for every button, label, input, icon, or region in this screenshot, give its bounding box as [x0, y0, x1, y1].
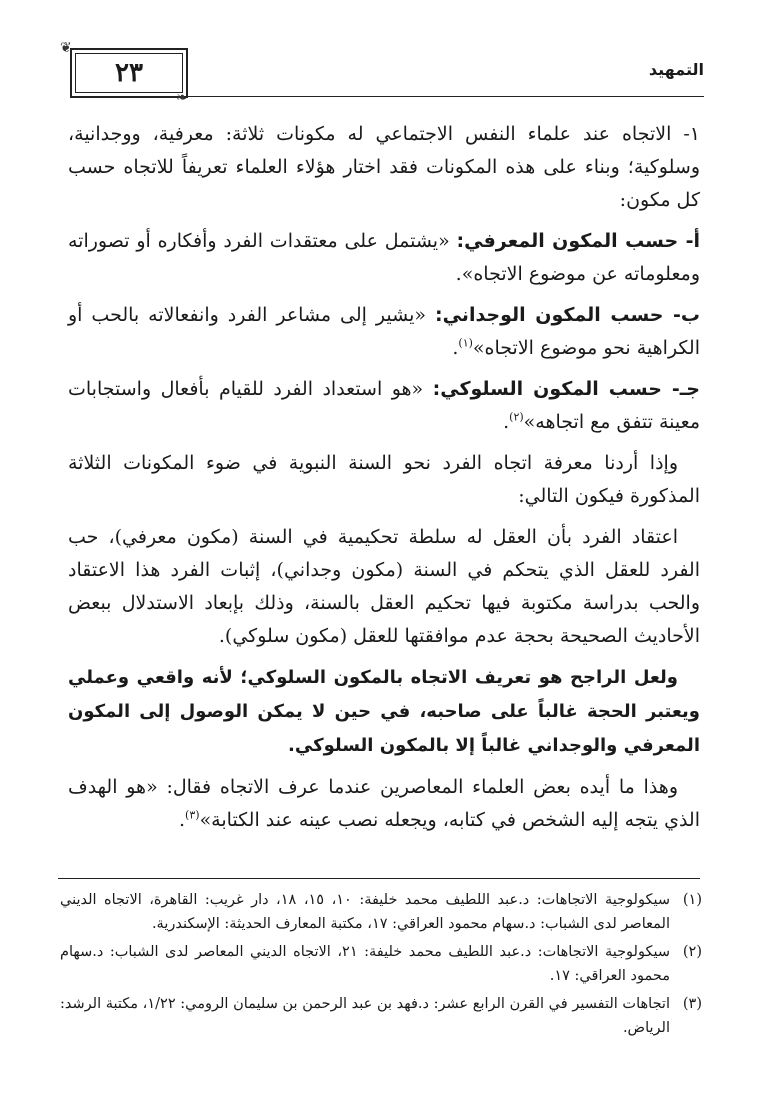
- footnote-ref-1[interactable]: (١): [458, 336, 473, 350]
- footnote-rule: [58, 878, 700, 879]
- corner-ornament-icon: ❦: [60, 40, 72, 56]
- footnote-text: سيكولوجية الاتجاهات: د.عبد اللطيف محمد خليفة: ١٠، ١٥، ١٨، دار غريب: القاهرة، الاتجاه الديني المعاصر لدى الشباب: د.سهام محمود العراقي: ١٧، مكتبة المعارف الحديثة: الإسكندرية.: [60, 892, 670, 932]
- footnote-1: [60, 888, 702, 936]
- affective-text: «يشير إلى مشاعر الفرد وانفعالاته بالحب أو الكراهية نحو موضوع الاتجاه»: [68, 304, 700, 359]
- page-header: [60, 30, 704, 106]
- footnote-number: (١): [682, 892, 702, 908]
- footnote-ref-2[interactable]: (٢): [509, 410, 524, 424]
- paragraph-preferred: ولعل الراجح هو تعريف الاتجاه بالمكون السلوكي؛ لأنه واقعي وعملي ويعتبر الحجة غالباً على صاحبه، في حين لا يمكن الوصول إلى المكون المعرفي والوجداني غالباً إلا بالمكون السلوكي.: [68, 667, 700, 756]
- paragraph-application: وإذا أردنا معرفة اتجاه الفرد نحو السنة النبوية في ضوء المكونات الثلاثة المذكورة فيكون التالي:: [68, 452, 700, 507]
- footnote-number: (٢): [682, 944, 702, 960]
- behavioral-text: «هو استعداد الفرد للقيام بأفعال واستجابات معينة تتفق مع اتجاهه»: [68, 378, 700, 433]
- paragraph-behavioral: جـ- حسب المكون السلوكي: «هو استعداد الفرد للقيام بأفعال واستجابات معينة تتفق مع اتجاهه»$^{(٢)}$.: [68, 378, 700, 433]
- paragraph-cognitive: [68, 225, 700, 291]
- cognitive-text: «يشتمل على معتقدات الفرد وأفكاره أو تصوراته ومعلوماته عن موضوع الاتجاه».: [68, 230, 700, 285]
- footnote-3: [60, 992, 702, 1040]
- behavioral-label: جـ- حسب المكون السلوكي:: [432, 378, 700, 400]
- running-title: التمهيد: [648, 60, 704, 79]
- support-text: وهذا ما أيده بعض العلماء المعاصرين عندما عرف الاتجاه فقال: «هو الهدف الذي يتجه إليه الشخص في كتابه، ويجعله نصب عينه عند الكتابة»: [68, 776, 700, 831]
- footnote-text: اتجاهات التفسير في القرن الرابع عشر: د.فهد بن عبد الرحمن بن سليمان الرومي: ١/٢٢، مكتبة الرشد: الرياض.: [60, 996, 670, 1036]
- paragraph-intro: ١- الاتجاه عند علماء النفس الاجتماعي له مكونات ثلاثة: معرفية، ووجدانية، وسلوكية؛ وبناء على هذه المكونات فقد اختار هؤلاء العلماء تعريفاً للاتجاه حسب كل مكون:: [68, 123, 700, 211]
- footnote-2: [60, 940, 702, 988]
- page-number: ٢٣: [115, 58, 143, 88]
- page-number-frame: [70, 48, 188, 98]
- footnote-number: (٣): [682, 996, 702, 1012]
- footnote-text: سيكولوجية الاتجاهات: د.عبد اللطيف محمد خليفة: ٢١، الاتجاه الديني المعاصر لدى الشباب: د.سهام محمود العراقي: ١٧.: [60, 944, 670, 984]
- header-rule: [188, 96, 704, 97]
- affective-label: ب- حسب المكون الوجداني:: [434, 304, 700, 326]
- paragraph-example: اعتقاد الفرد بأن العقل له سلطة تحكيمية في السنة (مكون معرفي)، حب الفرد للعقل الذي يتحكم في السنة (مكون وجداني)، إثبات الفرد هذا الاعتقاد والحب بدراسة مكتوبة فيها تحكيم العقل بالسنة، وذلك بإبعاد الاستدلال ببعض الأحاديث الصحيحة بحجة عدم موافقتها للعقل (مكون سلوكي).: [68, 526, 700, 647]
- paragraph-support: [68, 771, 700, 837]
- support-end: .: [179, 809, 186, 831]
- corner-ornament-icon: ❧: [176, 90, 188, 106]
- main-text: [68, 118, 700, 845]
- paragraph-affective: ب- حسب المكون الوجداني: «يشير إلى مشاعر الفرد وانفعالاته بالحب أو الكراهية نحو موضوع الاتجاه»$^{(١)}$.: [68, 304, 700, 359]
- footnotes: [60, 888, 702, 1044]
- footnote-ref-3[interactable]: (٣): [185, 808, 200, 822]
- cognitive-label: أ- حسب المكون المعرفي:: [456, 230, 701, 252]
